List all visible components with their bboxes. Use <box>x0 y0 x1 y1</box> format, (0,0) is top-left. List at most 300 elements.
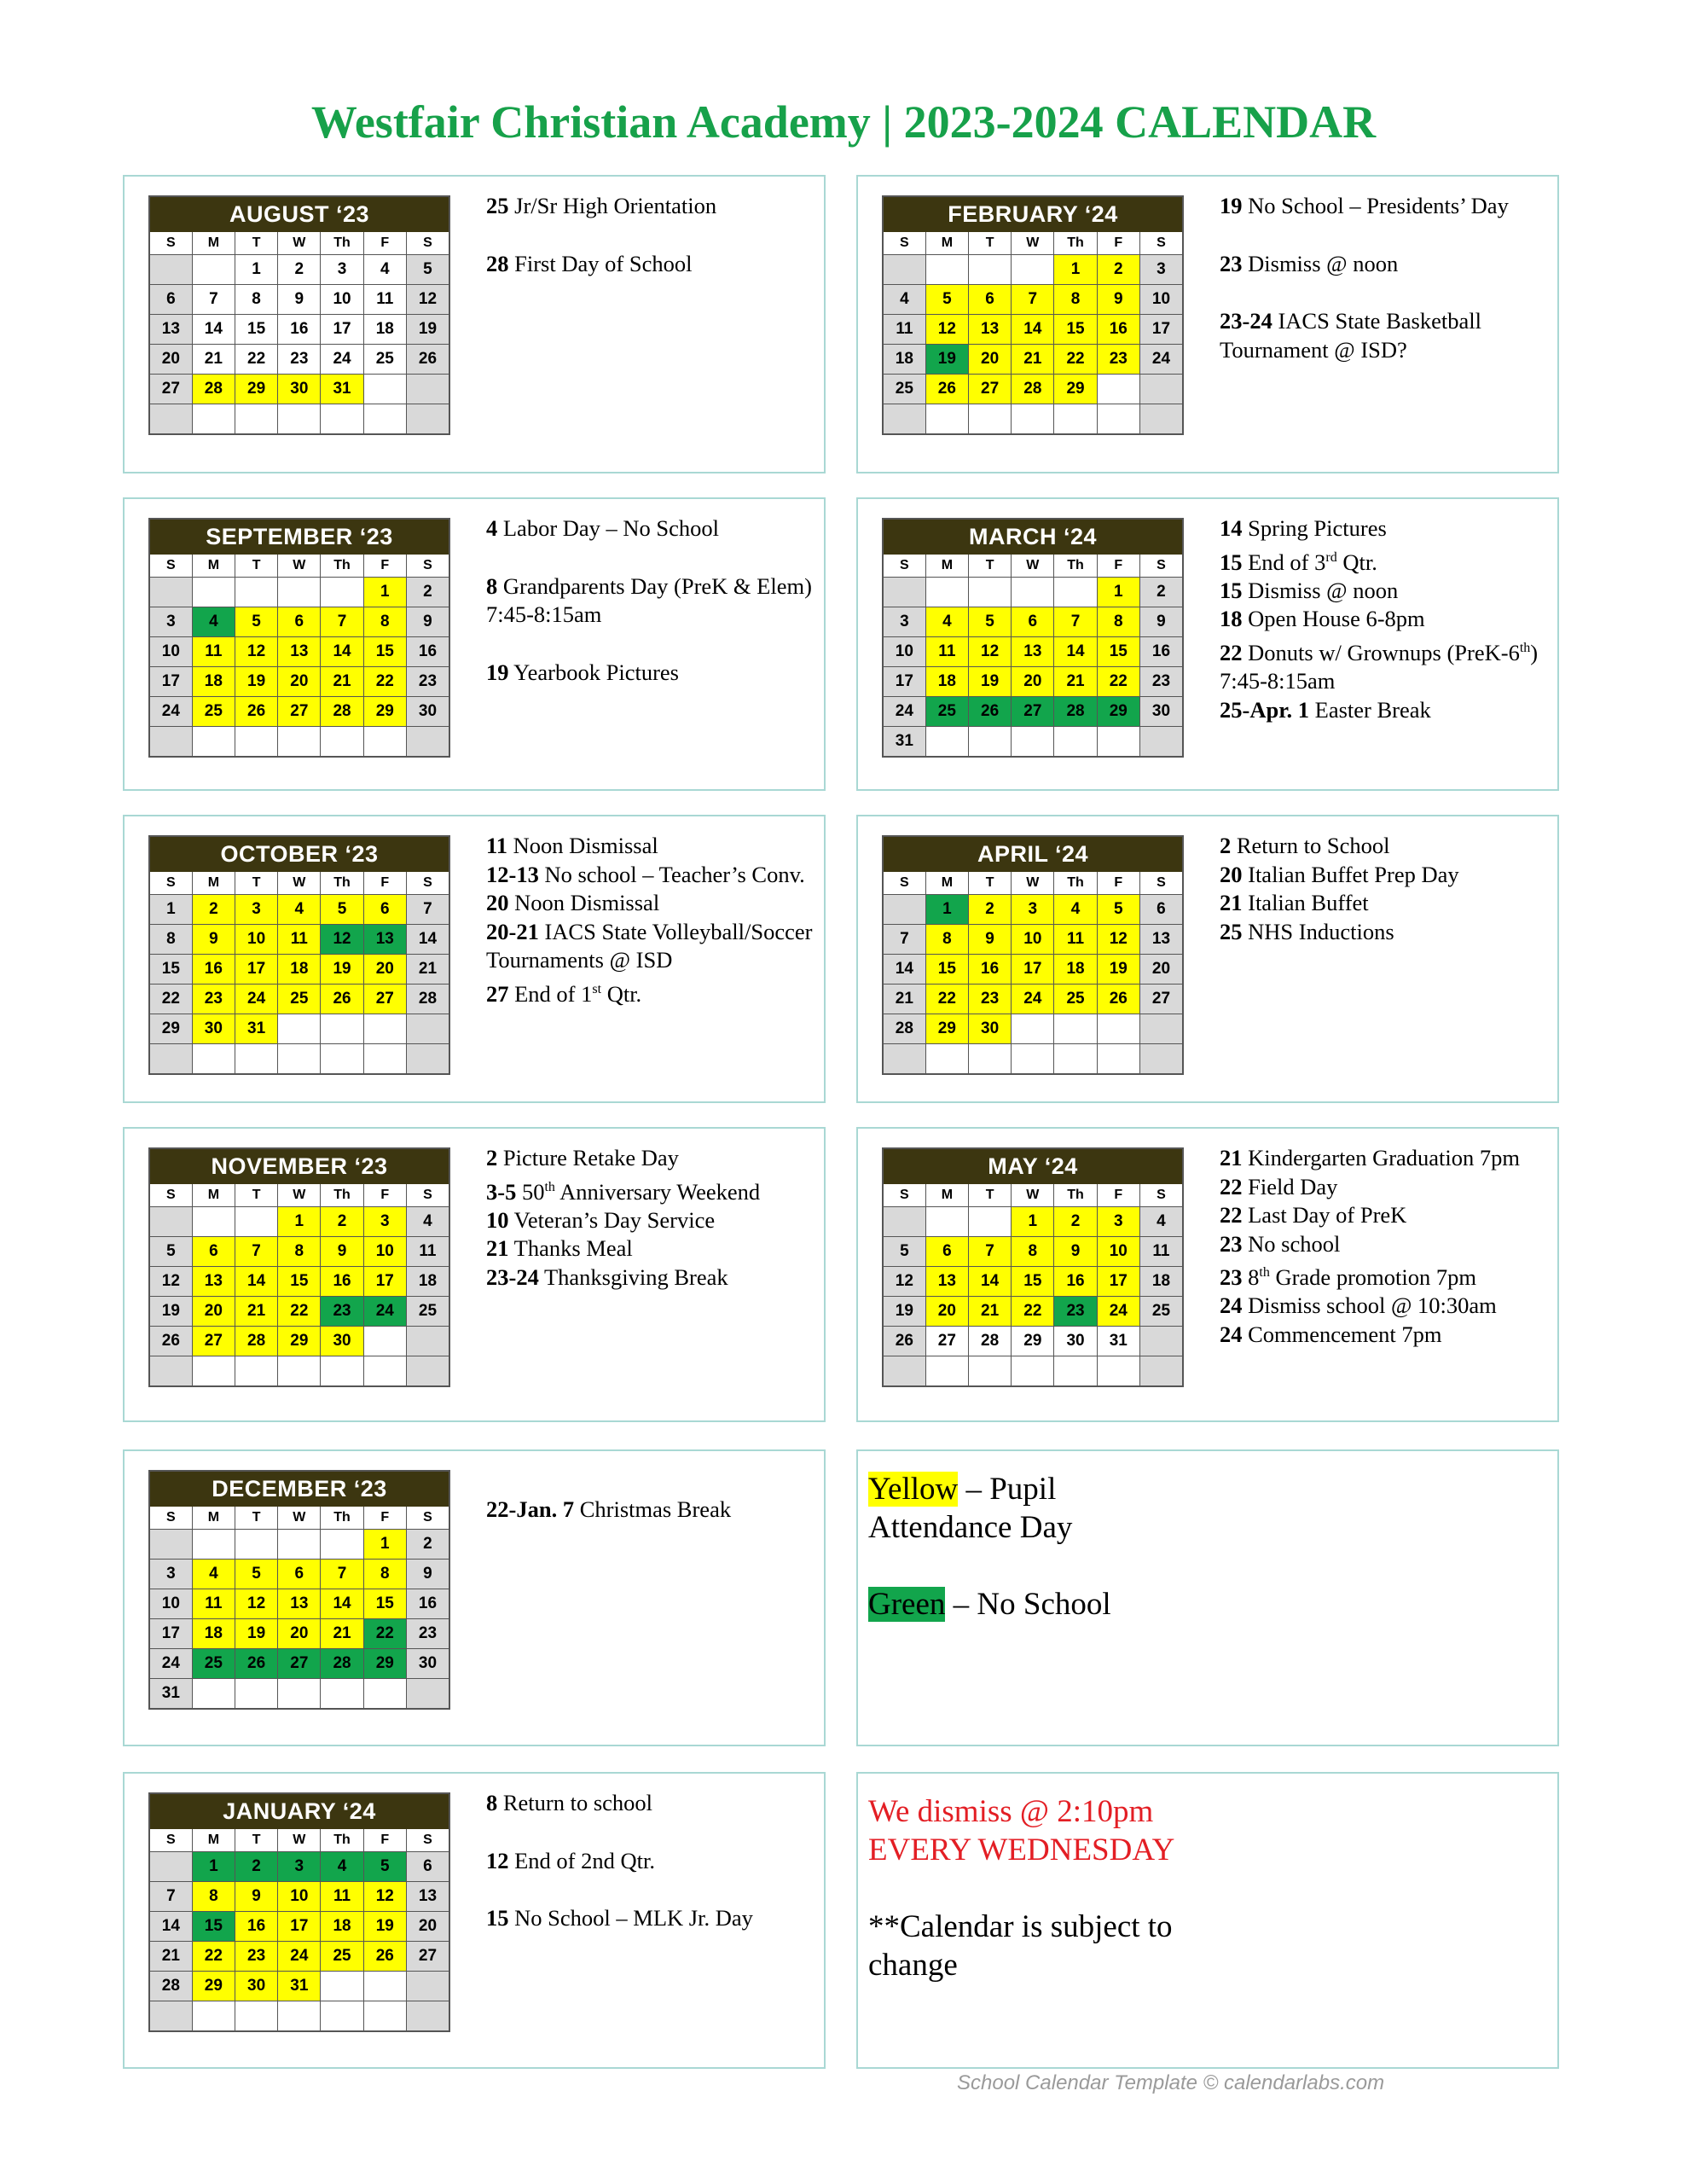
event-date: 12-13 <box>486 861 539 887</box>
dismiss-notice-line1: We dismiss @ 2:10pm <box>868 1794 1154 1829</box>
empty-day-cell <box>363 375 406 404</box>
day-cell: 14 <box>1054 637 1097 667</box>
empty-day-cell <box>278 1530 321 1560</box>
empty-day-cell <box>321 1679 363 1710</box>
weekday-label: Th <box>321 872 363 895</box>
empty-day-cell <box>278 578 321 607</box>
day-cell: 26 <box>406 345 449 375</box>
day-cell: 8 <box>235 285 277 315</box>
month-events <box>1220 832 1552 946</box>
day-cell: 16 <box>1097 315 1139 345</box>
day-cell: 12 <box>925 315 968 345</box>
event-item <box>1220 543 1552 577</box>
day-cell: 14 <box>192 315 235 345</box>
day-cell: 24 <box>278 1942 321 1972</box>
event-text: First Day of School <box>508 250 693 276</box>
day-cell: 18 <box>883 345 925 375</box>
day-cell: 21 <box>406 955 449 985</box>
weekday-label: F <box>363 1507 406 1530</box>
day-cell: 9 <box>1097 285 1139 315</box>
event-text: Jr/Sr High Orientation <box>508 193 717 218</box>
event-item <box>1220 1258 1552 1292</box>
day-cell: 28 <box>1054 697 1097 727</box>
empty-day-cell <box>235 1356 277 1387</box>
event-item <box>486 1144 819 1173</box>
day-cell: 25 <box>1054 985 1097 1014</box>
day-cell: 25 <box>883 375 925 404</box>
empty-day-cell <box>1139 1014 1183 1044</box>
event-text: End of 2nd Qtr. <box>508 1847 655 1873</box>
day-cell: 31 <box>883 727 925 758</box>
day-cell: 28 <box>1012 375 1054 404</box>
day-cell: 22 <box>1054 345 1097 375</box>
day-cell: 26 <box>1097 985 1139 1014</box>
day-cell: 6 <box>1139 895 1183 925</box>
empty-day-cell <box>363 1356 406 1387</box>
day-cell: 12 <box>363 1882 406 1912</box>
day-cell: 10 <box>149 1589 192 1619</box>
day-cell: 15 <box>1097 637 1139 667</box>
day-cell: 28 <box>149 1972 192 2001</box>
day-cell: 2 <box>278 255 321 285</box>
weekday-label: W <box>1012 555 1054 578</box>
legend-card <box>856 1449 1559 1746</box>
day-cell: 29 <box>1054 375 1097 404</box>
day-cell: 11 <box>883 315 925 345</box>
weekday-label: Th <box>321 1507 363 1530</box>
event-item <box>486 975 819 1008</box>
day-cell: 18 <box>1054 955 1097 985</box>
month-calendar <box>882 518 1184 758</box>
day-cell: 31 <box>149 1679 192 1710</box>
day-cell: 10 <box>235 925 277 955</box>
empty-day-cell <box>883 895 925 925</box>
day-cell: 1 <box>235 255 277 285</box>
day-cell: 27 <box>968 375 1011 404</box>
month-events <box>486 1789 819 1933</box>
empty-day-cell <box>1012 255 1054 285</box>
day-cell: 4 <box>925 607 968 637</box>
weekday-label: T <box>235 1829 277 1852</box>
day-cell: 18 <box>925 667 968 697</box>
day-cell: 6 <box>968 285 1011 315</box>
empty-day-cell <box>925 255 968 285</box>
empty-day-cell <box>192 404 235 435</box>
empty-day-cell <box>192 1679 235 1710</box>
legend-green-word: Green <box>868 1587 946 1622</box>
weekday-label: F <box>363 872 406 895</box>
empty-day-cell <box>235 727 277 758</box>
event-date: 15 <box>1220 577 1243 603</box>
day-cell: 14 <box>883 955 925 985</box>
event-date: 21 <box>486 1235 509 1262</box>
day-cell: 11 <box>192 637 235 667</box>
day-cell: 17 <box>149 1619 192 1649</box>
day-cell: 5 <box>925 285 968 315</box>
event-date: 23 <box>1220 1230 1243 1257</box>
day-cell: 27 <box>1139 985 1183 1014</box>
day-cell: 13 <box>406 1882 449 1912</box>
day-cell: 13 <box>925 1267 968 1297</box>
legend-yellow <box>868 1470 1141 1547</box>
day-cell: 25 <box>192 697 235 727</box>
day-cell: 15 <box>1012 1267 1054 1297</box>
event-date: 22 <box>1220 639 1243 665</box>
page-title: Westfair Christian Academy | 2023-2024 CALENDAR <box>310 96 1377 148</box>
day-cell: 5 <box>363 1852 406 1882</box>
day-cell: 21 <box>192 345 235 375</box>
event-text: Spring Pictures <box>1242 515 1387 541</box>
event-text: Grandparents Day (PreK & Elem) 7:45-8:15am <box>486 572 812 627</box>
day-cell: 26 <box>883 1327 925 1356</box>
day-cell: 8 <box>363 1560 406 1589</box>
day-cell: 9 <box>406 1560 449 1589</box>
empty-day-cell <box>235 1530 277 1560</box>
month-card-november <box>123 1127 826 1422</box>
day-cell: 4 <box>363 255 406 285</box>
day-cell: 16 <box>192 955 235 985</box>
empty-day-cell <box>968 255 1011 285</box>
event-date: 8 <box>486 572 498 599</box>
weekday-label: M <box>192 1829 235 1852</box>
event-date: 18 <box>1220 606 1243 632</box>
empty-day-cell <box>1012 578 1054 607</box>
event-text: No School – Presidents’ Day <box>1242 193 1509 218</box>
day-cell: 27 <box>149 375 192 404</box>
month-events <box>486 192 819 278</box>
event-item <box>486 861 819 890</box>
empty-day-cell <box>406 1014 449 1044</box>
day-cell: 14 <box>149 1912 192 1942</box>
event-item <box>1220 1321 1552 1350</box>
day-cell: 30 <box>321 1327 363 1356</box>
day-cell: 11 <box>406 1237 449 1267</box>
day-cell: 19 <box>235 1619 277 1649</box>
event-date: 12 <box>486 1847 509 1873</box>
weekday-label: W <box>278 1507 321 1530</box>
weekday-label: F <box>1097 555 1139 578</box>
day-cell: 1 <box>363 1530 406 1560</box>
event-date: 21 <box>1220 890 1243 915</box>
event-text: 50 <box>516 1178 545 1205</box>
day-cell: 5 <box>1097 895 1139 925</box>
empty-day-cell <box>278 1356 321 1387</box>
weekday-label: S <box>883 555 925 578</box>
day-cell: 27 <box>1012 697 1054 727</box>
weekday-label: M <box>925 872 968 895</box>
empty-day-cell <box>192 255 235 285</box>
event-date: 19 <box>486 659 509 685</box>
day-cell: 26 <box>235 697 277 727</box>
day-cell: 11 <box>278 925 321 955</box>
weekday-label: S <box>406 1507 449 1530</box>
event-text: Noon Dismissal <box>508 890 660 915</box>
event-date: 20 <box>1220 861 1243 887</box>
event-item <box>1220 918 1552 947</box>
day-cell: 22 <box>363 1619 406 1649</box>
day-cell: 23 <box>968 985 1011 1014</box>
empty-day-cell <box>883 1356 925 1387</box>
weekday-label: Th <box>1054 1184 1097 1207</box>
day-cell: 2 <box>968 895 1011 925</box>
weekday-label: Th <box>321 555 363 578</box>
legend-yellow-text: – Pupil Attendance Day <box>868 1472 1073 1545</box>
weekday-label: W <box>278 232 321 255</box>
empty-day-cell <box>321 2001 363 2032</box>
empty-day-cell <box>968 404 1011 435</box>
day-cell: 21 <box>149 1942 192 1972</box>
day-cell: 30 <box>968 1014 1011 1044</box>
day-cell: 27 <box>406 1942 449 1972</box>
day-cell: 15 <box>149 955 192 985</box>
event-date: 15 <box>486 1905 509 1931</box>
day-cell: 3 <box>321 255 363 285</box>
day-cell: 30 <box>1054 1327 1097 1356</box>
empty-day-cell <box>1097 404 1139 435</box>
month-events <box>486 1144 819 1292</box>
empty-day-cell <box>1012 727 1054 758</box>
empty-day-cell <box>235 2001 277 2032</box>
day-cell: 17 <box>363 1267 406 1297</box>
day-cell: 21 <box>321 1619 363 1649</box>
day-cell: 28 <box>406 985 449 1014</box>
empty-day-cell <box>1054 578 1097 607</box>
day-cell: 26 <box>149 1327 192 1356</box>
empty-day-cell <box>1054 727 1097 758</box>
weekday-label: T <box>235 555 277 578</box>
month-name: SEPTEMBER ‘23 <box>149 519 449 555</box>
day-cell: 29 <box>192 1972 235 2001</box>
day-cell: 14 <box>235 1267 277 1297</box>
empty-day-cell <box>1097 1044 1139 1075</box>
event-text: Dismiss @ noon <box>1242 577 1399 603</box>
event-item <box>486 572 819 630</box>
event-date: 23 <box>1220 1263 1243 1290</box>
month-calendar <box>882 835 1184 1075</box>
day-cell: 24 <box>235 985 277 1014</box>
event-date: 4 <box>486 515 498 541</box>
day-cell: 17 <box>278 1912 321 1942</box>
day-cell: 13 <box>192 1267 235 1297</box>
day-cell: 28 <box>321 1649 363 1679</box>
day-cell: 17 <box>149 667 192 697</box>
day-cell: 21 <box>1054 667 1097 697</box>
day-cell: 28 <box>883 1014 925 1044</box>
empty-day-cell <box>192 1044 235 1075</box>
weekday-label: Th <box>1054 232 1097 255</box>
empty-day-cell <box>363 1327 406 1356</box>
month-calendar <box>148 1147 450 1387</box>
day-cell: 2 <box>235 1852 277 1882</box>
empty-day-cell <box>363 727 406 758</box>
day-cell: 6 <box>278 607 321 637</box>
event-item <box>486 1496 819 1525</box>
day-cell: 20 <box>1139 955 1183 985</box>
empty-day-cell <box>1097 1356 1139 1387</box>
day-cell: 30 <box>1139 697 1183 727</box>
month-card-october <box>123 815 826 1103</box>
day-cell: 4 <box>278 895 321 925</box>
day-cell: 26 <box>925 375 968 404</box>
day-cell: 9 <box>406 607 449 637</box>
day-cell: 5 <box>883 1237 925 1267</box>
event-item <box>486 250 819 279</box>
day-cell: 20 <box>968 345 1011 375</box>
day-cell: 26 <box>321 985 363 1014</box>
weekday-label: F <box>363 555 406 578</box>
empty-day-cell <box>406 727 449 758</box>
day-cell: 5 <box>321 895 363 925</box>
day-cell: 6 <box>406 1852 449 1882</box>
day-cell: 29 <box>363 1649 406 1679</box>
day-cell: 24 <box>149 697 192 727</box>
weekday-label: M <box>192 1184 235 1207</box>
day-cell: 2 <box>192 895 235 925</box>
empty-day-cell <box>883 1207 925 1237</box>
day-cell: 1 <box>278 1207 321 1237</box>
day-cell: 14 <box>321 637 363 667</box>
day-cell: 11 <box>1139 1237 1183 1267</box>
day-cell: 18 <box>321 1912 363 1942</box>
event-item <box>1220 577 1552 606</box>
day-cell: 12 <box>883 1267 925 1297</box>
day-cell: 15 <box>925 955 968 985</box>
empty-day-cell <box>363 1972 406 2001</box>
event-date: 14 <box>1220 515 1243 541</box>
day-cell: 28 <box>192 375 235 404</box>
day-cell: 16 <box>321 1267 363 1297</box>
weekday-label: S <box>1139 872 1183 895</box>
weekday-label: S <box>1139 555 1183 578</box>
day-cell: 9 <box>192 925 235 955</box>
day-cell: 3 <box>1139 255 1183 285</box>
event-date: 3-5 <box>486 1178 517 1205</box>
event-text: NHS Inductions <box>1242 918 1394 944</box>
day-cell: 5 <box>235 1560 277 1589</box>
event-item <box>486 192 819 221</box>
weekday-label: T <box>968 555 1011 578</box>
event-item <box>1220 1144 1552 1173</box>
day-cell: 5 <box>406 255 449 285</box>
day-cell: 25 <box>278 985 321 1014</box>
day-cell: 2 <box>1054 1207 1097 1237</box>
day-cell: 22 <box>149 985 192 1014</box>
event-text: Return to school <box>497 1790 653 1815</box>
month-name: JANUARY ‘24 <box>149 1793 449 1829</box>
weekday-label: W <box>278 1184 321 1207</box>
empty-day-cell <box>883 1044 925 1075</box>
day-cell: 23 <box>406 667 449 697</box>
day-cell: 25 <box>363 345 406 375</box>
weekday-label: F <box>363 1829 406 1852</box>
day-cell: 28 <box>321 697 363 727</box>
day-cell: 8 <box>1054 285 1097 315</box>
weekday-label: S <box>149 1184 192 1207</box>
month-events <box>1220 192 1552 364</box>
empty-day-cell <box>1012 1356 1054 1387</box>
day-cell: 17 <box>1097 1267 1139 1297</box>
day-cell: 26 <box>235 1649 277 1679</box>
day-cell: 30 <box>406 697 449 727</box>
day-cell: 8 <box>192 1882 235 1912</box>
day-cell: 18 <box>278 955 321 985</box>
event-item <box>486 1904 819 1933</box>
day-cell: 8 <box>1097 607 1139 637</box>
weekday-label: S <box>406 555 449 578</box>
empty-day-cell <box>1012 1044 1054 1075</box>
event-item <box>486 1847 819 1876</box>
empty-day-cell <box>278 727 321 758</box>
event-text: Dismiss school @ 10:30am <box>1242 1292 1497 1319</box>
event-item <box>486 832 819 861</box>
empty-day-cell <box>321 578 363 607</box>
day-cell: 30 <box>406 1649 449 1679</box>
empty-day-cell <box>1054 1014 1097 1044</box>
empty-day-cell <box>1012 404 1054 435</box>
day-cell: 24 <box>1139 345 1183 375</box>
event-item <box>1220 1173 1552 1202</box>
day-cell: 9 <box>1139 607 1183 637</box>
event-item <box>486 1789 819 1818</box>
empty-day-cell <box>968 1044 1011 1075</box>
day-cell: 29 <box>1012 1327 1054 1356</box>
day-cell: 23 <box>278 345 321 375</box>
day-cell: 20 <box>192 1297 235 1327</box>
day-cell: 31 <box>1097 1327 1139 1356</box>
event-text: Return to School <box>1231 833 1390 858</box>
day-cell: 10 <box>1097 1237 1139 1267</box>
weekday-label: Th <box>321 1184 363 1207</box>
event-date: 27 <box>486 980 509 1007</box>
day-cell: 29 <box>278 1327 321 1356</box>
day-cell: 10 <box>1139 285 1183 315</box>
empty-day-cell <box>192 1530 235 1560</box>
weekday-label: S <box>1139 1184 1183 1207</box>
day-cell: 13 <box>278 637 321 667</box>
day-cell: 10 <box>883 637 925 667</box>
weekday-label: Th <box>1054 872 1097 895</box>
day-cell: 2 <box>406 1530 449 1560</box>
empty-day-cell <box>149 578 192 607</box>
day-cell: 24 <box>363 1297 406 1327</box>
event-date: 23-24 <box>486 1263 539 1290</box>
empty-day-cell <box>406 404 449 435</box>
day-cell: 9 <box>1054 1237 1097 1267</box>
empty-day-cell <box>321 1044 363 1075</box>
event-date: 2 <box>1220 833 1232 858</box>
day-cell: 31 <box>321 375 363 404</box>
day-cell: 1 <box>925 895 968 925</box>
day-cell: 3 <box>363 1207 406 1237</box>
event-item <box>486 889 819 918</box>
day-cell: 30 <box>278 375 321 404</box>
month-name: DECEMBER ‘23 <box>149 1471 449 1507</box>
day-cell: 4 <box>192 1560 235 1589</box>
event-text: Easter Break <box>1309 696 1431 723</box>
day-cell: 20 <box>925 1297 968 1327</box>
empty-day-cell <box>278 2001 321 2032</box>
day-cell: 3 <box>235 895 277 925</box>
month-card-may <box>856 1127 1559 1422</box>
empty-day-cell <box>192 2001 235 2032</box>
day-cell: 21 <box>968 1297 1011 1327</box>
day-cell: 10 <box>1012 925 1054 955</box>
event-text: End of 3 <box>1242 549 1326 575</box>
weekday-label: M <box>192 555 235 578</box>
day-cell: 10 <box>278 1882 321 1912</box>
empty-day-cell <box>321 727 363 758</box>
weekday-label: Th <box>321 1829 363 1852</box>
